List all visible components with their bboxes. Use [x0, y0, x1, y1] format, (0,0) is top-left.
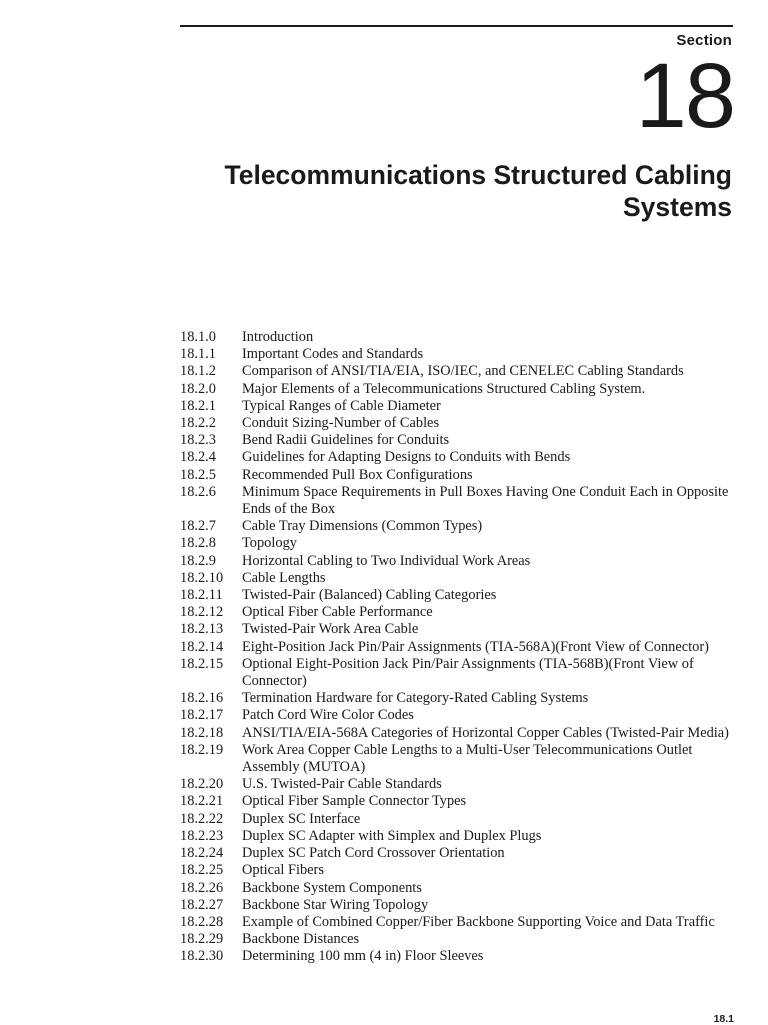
toc-entry-title: Topology	[242, 535, 297, 552]
toc-entry	[180, 604, 740, 621]
toc-entry-title: Patch Cord Wire Color Codes	[242, 707, 414, 724]
toc-entry	[180, 880, 740, 897]
toc-entry-title: Twisted-Pair Work Area Cable	[242, 621, 419, 638]
toc-entry-title: Backbone Star Wiring Topology	[242, 896, 429, 913]
toc-entry	[180, 398, 740, 415]
toc-entry	[180, 518, 740, 535]
toc-entry-number: 18.2.9	[180, 552, 216, 569]
section-label: Section	[676, 32, 732, 49]
toc-entry-title: Optical Fiber Sample Connector Types	[242, 793, 467, 810]
toc-entry-title: Backbone Distances	[242, 931, 360, 948]
toc-entry-title: Bend Radii Guidelines for Conduits	[242, 432, 450, 449]
toc-entry	[180, 621, 740, 638]
toc-entry	[180, 346, 740, 363]
toc-entry-title: Backbone System Components	[242, 879, 422, 896]
toc-entry-number: 18.2.23	[180, 827, 224, 844]
toc-entry-number: 18.1.2	[180, 363, 216, 380]
toc-entry-title: Eight-Position Jack Pin/Pair Assignments (TIA-568A)(Front View of Connector)	[242, 638, 709, 655]
toc-entry-title: Work Area Copper Cable Lengths to a Multi-User Telecommunications Outlet Assembly (MUTOA)	[242, 741, 693, 776]
toc-entry-title: Twisted-Pair (Balanced) Cabling Categories	[242, 587, 497, 604]
toc-entry	[180, 948, 740, 965]
toc-entry-number: 18.2.19	[180, 741, 224, 758]
toc-entry-number: 18.2.2	[180, 415, 216, 432]
toc-entry-number: 18.2.29	[180, 931, 224, 948]
toc-entry-number: 18.2.4	[180, 449, 216, 466]
toc-entry-title: Introduction	[242, 329, 314, 345]
toc-entry	[180, 587, 740, 604]
page-number: 18.1	[713, 1013, 734, 1025]
toc-entry-number: 18.2.6	[180, 483, 216, 500]
toc-entry	[180, 690, 740, 707]
toc-entry-title: Recommended Pull Box Configurations	[242, 466, 473, 483]
toc-entry-number: 18.2.25	[180, 862, 224, 879]
toc-entry	[180, 725, 740, 742]
toc-entry	[180, 742, 740, 776]
toc-entry-title: Optical Fibers	[242, 862, 324, 879]
toc-entry	[180, 707, 740, 724]
toc-entry-number: 18.2.21	[180, 793, 224, 810]
toc-entry-number: 18.2.0	[180, 380, 216, 397]
toc-entry-number: 18.1.1	[180, 346, 216, 363]
toc-entry-title: Duplex SC Patch Cord Crossover Orientation	[242, 845, 505, 862]
toc-entry	[180, 363, 740, 380]
toc-entry-number: 18.2.1	[180, 397, 216, 414]
toc-entry-title: Duplex SC Interface	[242, 810, 361, 827]
toc-entry	[180, 793, 740, 810]
toc-entry-number: 18.2.26	[180, 879, 224, 896]
toc-entry	[180, 656, 740, 690]
toc-entry	[180, 570, 740, 587]
toc-entry-title: Cable Lengths	[242, 569, 326, 586]
toc-entry-title: Duplex SC Adapter with Simplex and Duplex Plugs	[242, 827, 542, 844]
toc-entry-title: Major Elements of a Telecommunications Structured Cabling System.	[242, 380, 646, 397]
toc-entry-number: 18.2.18	[180, 724, 224, 741]
toc-entry	[180, 845, 740, 862]
toc-entry-title: Cable Tray Dimensions (Common Types)	[242, 518, 483, 535]
toc-entry-title: Comparison of ANSI/TIA/EIA, ISO/IEC, and CENELEC Cabling Standards	[242, 363, 684, 380]
toc-entry-title: U.S. Twisted-Pair Cable Standards	[242, 776, 442, 793]
toc-entry	[180, 639, 740, 656]
toc-entry-number: 18.2.22	[180, 810, 224, 827]
toc-entry-title: Optional Eight-Position Jack Pin/Pair Assignments (TIA-568B)(Front View of Connector)	[242, 655, 694, 690]
toc-entry-title: Horizontal Cabling to Two Individual Work Areas	[242, 552, 531, 569]
toc-entry-number: 18.2.3	[180, 432, 216, 449]
toc-entry-number: 18.2.14	[180, 638, 224, 655]
toc-entry	[180, 467, 740, 484]
toc-entry-title: Typical Ranges of Cable Diameter	[242, 397, 441, 414]
toc-entry-title: Guidelines for Adapting Designs to Conduits with Bends	[242, 449, 571, 466]
toc-entry	[180, 862, 740, 879]
toc-entry-number: 18.2.30	[180, 948, 224, 965]
toc-entry-number: 18.2.8	[180, 535, 216, 552]
toc-entry-title: Termination Hardware for Category-Rated Cabling Systems	[242, 690, 589, 707]
toc-entry-number: 18.2.20	[180, 776, 224, 793]
toc-entry	[180, 828, 740, 845]
toc-entry	[180, 432, 740, 449]
toc-entry-title: Optical Fiber Cable Performance	[242, 604, 433, 621]
toc-entry-number: 18.2.28	[180, 913, 224, 930]
section-number: 18	[635, 45, 734, 147]
toc-entry-number: 18.2.7	[180, 518, 216, 535]
toc-entry-number: 18.2.24	[180, 845, 224, 862]
toc-entry-title: Important Codes and Standards	[242, 346, 424, 363]
toc-entry-title: Example of Combined Copper/Fiber Backbone Supporting Voice and Data Traffic	[242, 913, 715, 930]
page-title: Telecommunications Structured Cabling Systems	[224, 160, 732, 222]
toc-entry-title: Determining 100 mm (4 in) Floor Sleeves	[242, 948, 484, 965]
toc-entry	[180, 811, 740, 828]
toc-entry-title: ANSI/TIA/EIA-568A Categories of Horizontal Copper Cables (Twisted-Pair Media)	[242, 724, 729, 741]
toc-entry	[180, 381, 740, 398]
toc-entry-title: Conduit Sizing-Number of Cables	[242, 415, 440, 432]
toc-entry	[180, 484, 740, 518]
toc-entry	[180, 535, 740, 552]
toc-entry	[180, 553, 740, 570]
toc-entry	[180, 914, 740, 931]
toc-entry-number: 18.2.11	[180, 587, 223, 604]
toc-entry-title: Minimum Space Requirements in Pull Boxes Having One Conduit Each in Opposite Ends of the Box	[242, 483, 729, 518]
toc-entry-number: 18.2.27	[180, 896, 224, 913]
toc-entry	[180, 776, 740, 793]
toc-entry	[180, 449, 740, 466]
toc-entry-number: 18.2.16	[180, 690, 224, 707]
toc-entry	[180, 415, 740, 432]
toc-entry-number: 18.2.17	[180, 707, 224, 724]
table-of-contents	[180, 329, 740, 966]
top-rule	[180, 25, 733, 27]
toc-entry-number: 18.1.0	[180, 329, 216, 345]
toc-entry-number: 18.2.10	[180, 569, 224, 586]
toc-entry	[180, 329, 740, 346]
toc-entry	[180, 931, 740, 948]
toc-entry-number: 18.2.12	[180, 604, 224, 621]
toc-entry-number: 18.2.5	[180, 466, 216, 483]
toc-entry	[180, 897, 740, 914]
toc-entry-number: 18.2.13	[180, 621, 224, 638]
toc-entry-number: 18.2.15	[180, 655, 224, 672]
